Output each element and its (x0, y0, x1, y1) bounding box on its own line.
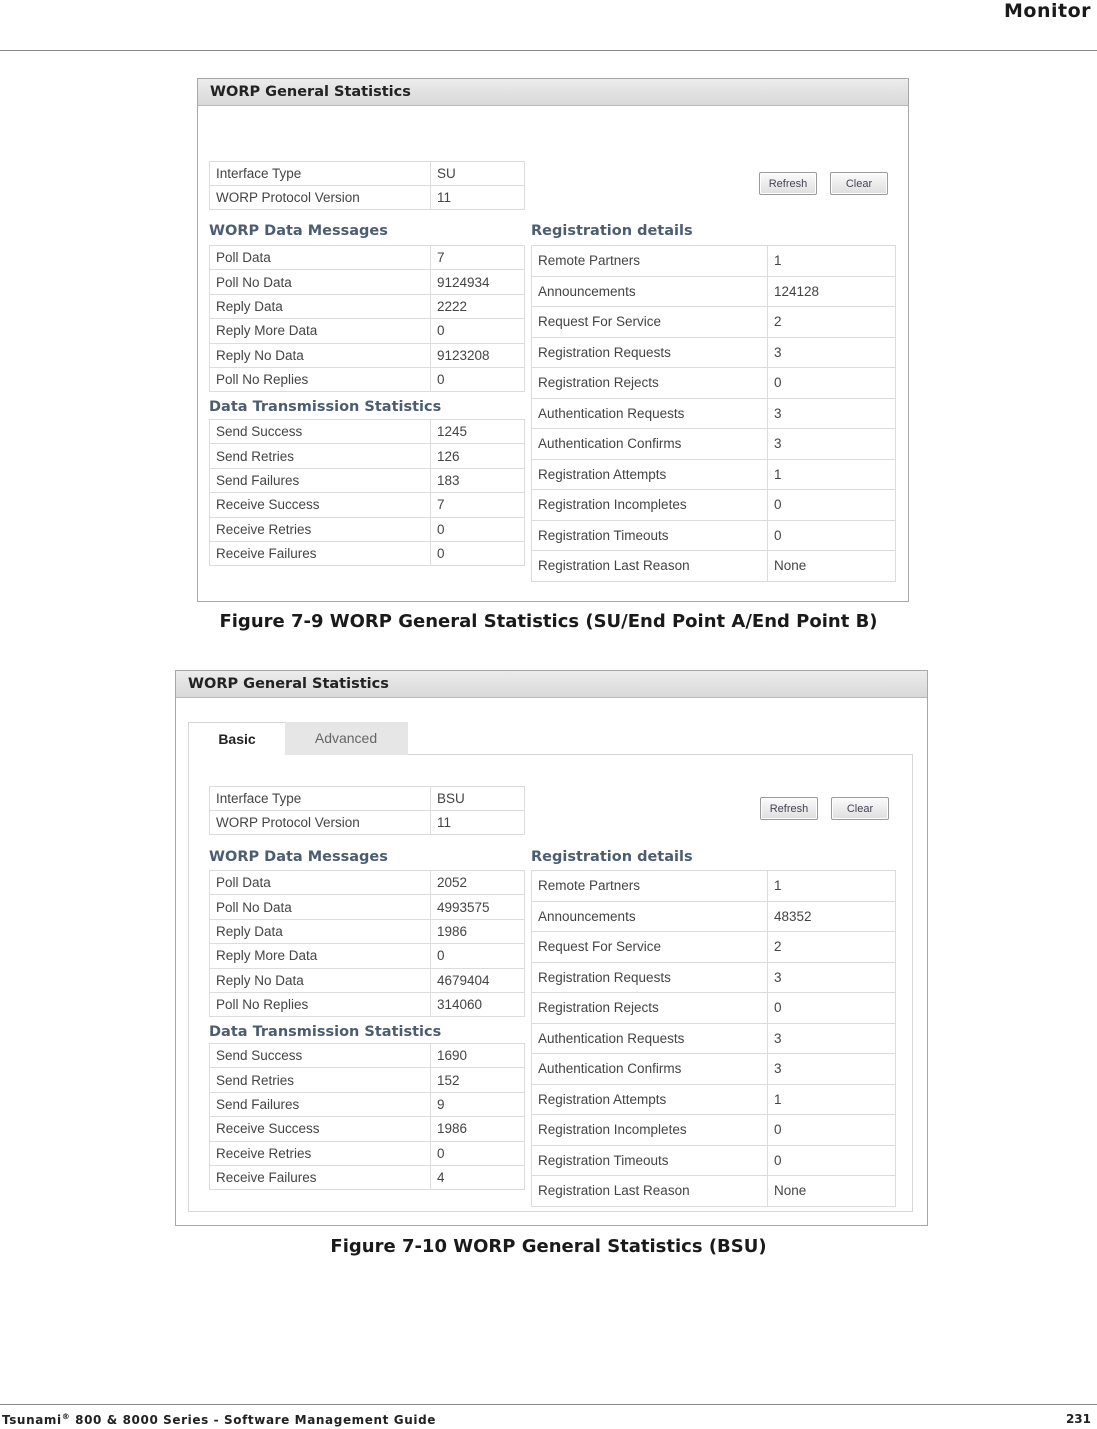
row-value: 48352 (768, 901, 896, 932)
row-label: Send Success (210, 420, 431, 444)
table-row (210, 1092, 525, 1116)
row-label: Receive Success (210, 1117, 431, 1141)
row-label: Registration Timeouts (532, 1145, 768, 1176)
registration-details-table (531, 245, 896, 582)
table-row (532, 490, 896, 521)
table-row (210, 493, 525, 517)
table-row (210, 468, 525, 492)
table-row (210, 787, 525, 811)
table-row (532, 459, 896, 490)
row-label: Reply Data (210, 919, 431, 943)
table-row (210, 420, 525, 444)
table-row (532, 337, 896, 368)
data-transmission-table (209, 1043, 525, 1190)
worp-data-messages-table (209, 870, 525, 1017)
row-label: Authentication Confirms (532, 1054, 768, 1085)
table-row (210, 246, 525, 270)
row-value: 2052 (431, 871, 525, 895)
row-label: Reply Data (210, 294, 431, 318)
refresh-button[interactable]: Refresh (760, 797, 818, 820)
table-row (532, 276, 896, 307)
row-value: 2 (768, 932, 896, 963)
table-row (532, 398, 896, 429)
row-label: Receive Failures (210, 1165, 431, 1189)
row-label: Poll Data (210, 871, 431, 895)
table-row (532, 1023, 896, 1054)
table-row (532, 1054, 896, 1085)
row-value: 3 (768, 398, 896, 429)
worp-data-messages-title: WORP Data Messages (209, 223, 388, 239)
table-row (210, 919, 525, 943)
row-value: 4993575 (431, 895, 525, 919)
table-row (210, 444, 525, 468)
row-label: Request For Service (532, 307, 768, 338)
row-label: Reply No Data (210, 343, 431, 367)
row-label: Receive Retries (210, 1141, 431, 1165)
row-value: None (768, 1176, 896, 1207)
row-label: Poll No Data (210, 270, 431, 294)
row-label: Receive Failures (210, 541, 431, 565)
row-label: Registration Attempts (532, 459, 768, 490)
table-row (532, 1145, 896, 1176)
row-value: SU (431, 162, 525, 186)
row-value: 0 (431, 944, 525, 968)
row-value: 1 (768, 459, 896, 490)
row-value: 2 (768, 307, 896, 338)
row-value: 1986 (431, 1117, 525, 1141)
figure1-caption: Figure 7-9 WORP General Statistics (SU/End Point A/End Point B) (219, 611, 878, 632)
row-value: 0 (768, 520, 896, 551)
row-value: 7 (431, 493, 525, 517)
table-row (532, 901, 896, 932)
refresh-button[interactable]: Refresh (759, 172, 817, 195)
row-label: Registration Last Reason (532, 551, 768, 582)
tab-basic[interactable]: Basic (188, 722, 285, 756)
row-value: 0 (768, 368, 896, 399)
table-row (532, 307, 896, 338)
row-label: Poll No Replies (210, 992, 431, 1016)
row-label: Announcements (532, 901, 768, 932)
worp-data-messages-title: WORP Data Messages (209, 849, 388, 865)
row-value: None (768, 551, 896, 582)
row-value: 9 (431, 1092, 525, 1116)
table-row (532, 520, 896, 551)
table-row (210, 517, 525, 541)
table-row (210, 1141, 525, 1165)
table-row (210, 186, 525, 210)
row-label: Registration Last Reason (532, 1176, 768, 1207)
figure1-panel-title: WORP General Statistics (198, 79, 908, 106)
row-label: Registration Incompletes (532, 490, 768, 521)
figure1-panel (197, 78, 909, 602)
row-value: 152 (431, 1068, 525, 1092)
row-label: Send Failures (210, 468, 431, 492)
row-label: Poll Data (210, 246, 431, 270)
row-value: 1 (768, 871, 896, 902)
table-row (532, 1084, 896, 1115)
table-row (210, 1044, 525, 1068)
table-row (210, 811, 525, 835)
row-value: 314060 (431, 992, 525, 1016)
table-row (210, 343, 525, 367)
row-label: Interface Type (210, 162, 431, 186)
table-row (210, 992, 525, 1016)
row-value: 3 (768, 1023, 896, 1054)
row-value: 0 (431, 517, 525, 541)
row-value: 0 (431, 1141, 525, 1165)
row-label: Authentication Requests (532, 1023, 768, 1054)
interface-table (209, 161, 525, 210)
row-label: Registration Rejects (532, 368, 768, 399)
row-value: 183 (431, 468, 525, 492)
clear-button[interactable]: Clear (830, 172, 888, 195)
row-label: Receive Success (210, 493, 431, 517)
table-row (532, 1115, 896, 1146)
figure2-panel-title: WORP General Statistics (176, 671, 927, 698)
page-header: Monitor (1003, 0, 1091, 22)
table-row (210, 871, 525, 895)
registered-mark: ® (61, 1412, 71, 1421)
row-label: Send Retries (210, 1068, 431, 1092)
row-label: Authentication Confirms (532, 429, 768, 460)
row-label: WORP Protocol Version (210, 186, 431, 210)
table-row (532, 871, 896, 902)
row-value: 4 (431, 1165, 525, 1189)
table-row (532, 932, 896, 963)
row-label: Reply More Data (210, 944, 431, 968)
worp-data-messages-table (209, 245, 525, 392)
row-value: 0 (768, 993, 896, 1024)
row-value: 0 (768, 1145, 896, 1176)
registration-details-table (531, 870, 896, 1207)
row-label: Interface Type (210, 787, 431, 811)
tab-advanced[interactable]: Advanced (284, 722, 408, 755)
table-row (210, 1117, 525, 1141)
row-label: Reply More Data (210, 319, 431, 343)
row-label: Send Failures (210, 1092, 431, 1116)
row-label: Announcements (532, 276, 768, 307)
row-value: 11 (431, 186, 525, 210)
row-value: 1245 (431, 420, 525, 444)
row-value: 7 (431, 246, 525, 270)
row-label: Remote Partners (532, 871, 768, 902)
row-label: Registration Requests (532, 337, 768, 368)
row-value: 0 (431, 319, 525, 343)
data-transmission-title: Data Transmission Statistics (209, 1024, 442, 1040)
row-value: 1 (768, 1084, 896, 1115)
page-number: 231 (1065, 1412, 1091, 1426)
row-value: 126 (431, 444, 525, 468)
figure2-panel (175, 670, 928, 1226)
row-label: Poll No Data (210, 895, 431, 919)
row-value: 124128 (768, 276, 896, 307)
table-row (210, 944, 525, 968)
row-value: 9123208 (431, 343, 525, 367)
row-label: Registration Rejects (532, 993, 768, 1024)
row-label: Registration Incompletes (532, 1115, 768, 1146)
row-value: 0 (768, 1115, 896, 1146)
table-row (532, 551, 896, 582)
table-row (210, 367, 525, 391)
row-label: WORP Protocol Version (210, 811, 431, 835)
row-value: 1690 (431, 1044, 525, 1068)
table-row (532, 962, 896, 993)
row-label: Receive Retries (210, 517, 431, 541)
row-label: Registration Attempts (532, 1084, 768, 1115)
row-label: Registration Timeouts (532, 520, 768, 551)
table-row (210, 162, 525, 186)
table-row (210, 294, 525, 318)
header-rule (0, 50, 1097, 51)
table-row (210, 1068, 525, 1092)
clear-button[interactable]: Clear (831, 797, 889, 820)
row-value: 9124934 (431, 270, 525, 294)
row-label: Poll No Replies (210, 367, 431, 391)
row-label: Registration Requests (532, 962, 768, 993)
table-row (210, 319, 525, 343)
row-value: 0 (431, 367, 525, 391)
footer-title (2, 1412, 436, 1427)
row-label: Send Success (210, 1044, 431, 1068)
row-value: 1986 (431, 919, 525, 943)
row-value: 4679404 (431, 968, 525, 992)
row-label: Request For Service (532, 932, 768, 963)
table-row (210, 541, 525, 565)
row-label: Authentication Requests (532, 398, 768, 429)
table-row (532, 1176, 896, 1207)
row-value: 3 (768, 429, 896, 460)
row-value: 0 (768, 490, 896, 521)
row-label: Send Retries (210, 444, 431, 468)
row-value: 0 (431, 541, 525, 565)
row-value: 3 (768, 1054, 896, 1085)
table-row (532, 429, 896, 460)
figure2-caption: Figure 7-10 WORP General Statistics (BSU) (330, 1236, 767, 1257)
row-value: 3 (768, 962, 896, 993)
row-value: 2222 (431, 294, 525, 318)
footer-product: Tsunami (2, 1413, 62, 1427)
registration-details-title: Registration details (531, 849, 693, 865)
table-row (532, 993, 896, 1024)
registration-details-title: Registration details (531, 223, 693, 239)
footer-rule (0, 1404, 1097, 1405)
table-row (210, 1165, 525, 1189)
row-value: 11 (431, 811, 525, 835)
footer-guide: 800 & 8000 Series - Software Management Guide (70, 1413, 437, 1427)
table-row (532, 368, 896, 399)
table-row (210, 270, 525, 294)
interface-table (209, 786, 525, 835)
row-label: Remote Partners (532, 246, 768, 277)
row-value: BSU (431, 787, 525, 811)
data-transmission-table (209, 419, 525, 566)
table-row (210, 895, 525, 919)
row-value: 3 (768, 337, 896, 368)
table-row (532, 246, 896, 277)
table-row (210, 968, 525, 992)
row-label: Reply No Data (210, 968, 431, 992)
data-transmission-title: Data Transmission Statistics (209, 399, 442, 415)
row-value: 1 (768, 246, 896, 277)
